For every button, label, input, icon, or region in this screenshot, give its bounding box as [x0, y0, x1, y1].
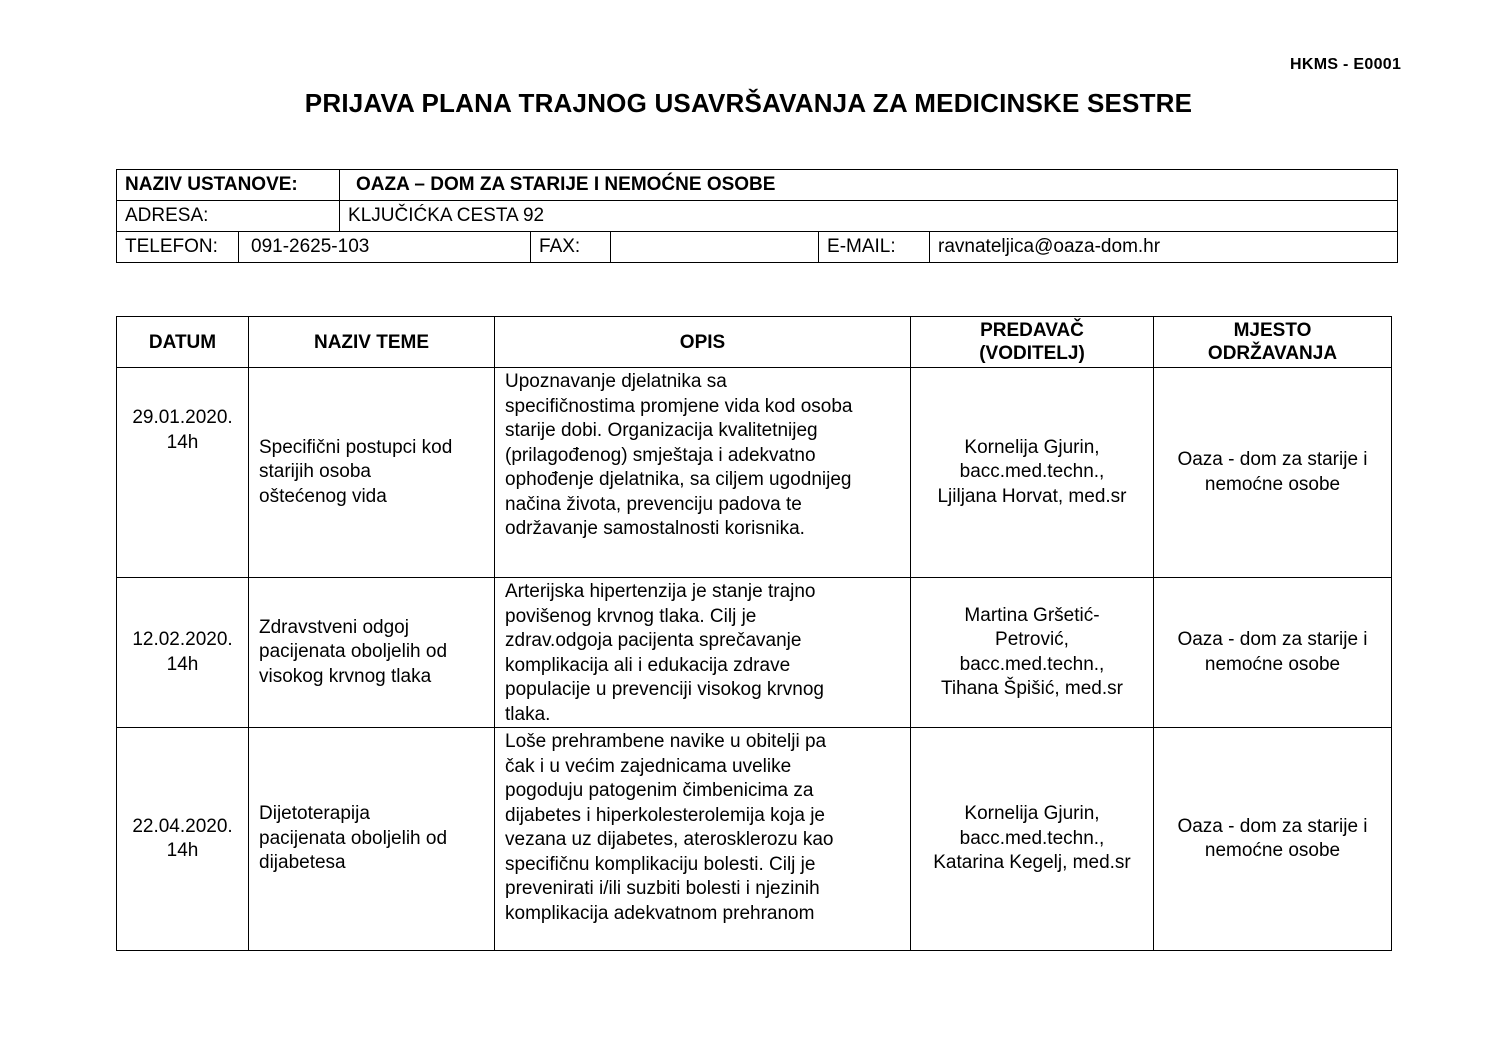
place-line: nemoćne osobe: [1204, 473, 1341, 495]
header-predavac-line1: PREDAVAČ: [980, 320, 1084, 341]
institution-label: NAZIV USTANOVE:: [117, 170, 340, 201]
topic-line: Specifični postupci kod: [259, 436, 453, 458]
topic-line: Zdravstveni odgoj: [259, 616, 409, 638]
place-line: Oaza - dom za starije i: [1177, 629, 1368, 650]
description-line: ophođenje djelatnika, sa ciljem ugodnijeg: [505, 469, 852, 490]
header-opis: OPIS: [495, 317, 911, 368]
header-predavac: [911, 317, 1154, 368]
lecturer-line: bacc.med.techn.,: [959, 461, 1105, 483]
description-line: održavanje samostalnosti korisnika.: [505, 518, 805, 539]
place-cell: [1154, 368, 1392, 578]
lecturer-cell: [911, 368, 1154, 578]
place-line: nemoćne osobe: [1204, 653, 1341, 675]
description-line: tlaka.: [505, 703, 551, 725]
header-mjesto-line2: ODRŽAVANJA: [1207, 343, 1338, 364]
lecturer-line: Katarina Kegelj, med.sr: [933, 852, 1131, 874]
place-cell: [1154, 578, 1392, 728]
fax-value: [611, 232, 819, 263]
description-line: populacije u prevenciji visokog krvnog: [505, 679, 824, 700]
description-cell: [495, 368, 911, 578]
phone-label: TELEFON:: [117, 232, 239, 263]
topic-line: pacijenata oboljelih od: [259, 641, 448, 663]
time-text: 14h: [166, 653, 199, 675]
contact-row: [117, 232, 1398, 263]
lecturer-line: Ljiljana Horvat, med.sr: [937, 485, 1127, 507]
header-naziv-teme: NAZIV TEME: [249, 317, 495, 368]
place-cell: [1154, 728, 1392, 951]
description-line: komplikacija ali i edukacija zdrave: [505, 654, 791, 676]
time-text: 14h: [166, 840, 199, 861]
header-mjesto-line1: MJESTO: [1233, 320, 1312, 341]
topic-line: pacijenata oboljelih od: [259, 827, 448, 849]
description-line: specifičnu komplikaciju bolesti. Cilj je: [505, 853, 816, 875]
topic-line: Dijetoterapija: [259, 803, 370, 825]
date-text: 22.04.2020.: [132, 815, 233, 837]
description-line: pogoduju patogenim čimbenicima za: [505, 780, 814, 801]
table-row: [117, 368, 1392, 578]
phone-value: 091-2625-103: [239, 232, 531, 263]
lecturer-cell: [911, 728, 1154, 951]
topic-line: dijabetesa: [259, 852, 346, 874]
address-row: [117, 201, 1398, 232]
lecturer-line: Kornelija Gjurin,: [964, 436, 1100, 458]
institution-row: [117, 170, 1398, 201]
description-cell: [495, 578, 911, 728]
topic-line: starijih osoba: [259, 461, 371, 483]
form-code: HKMS - E0001: [1290, 56, 1402, 73]
table-header-row: [117, 317, 1392, 368]
description-line: čak i u većim zajednicama uvelike: [505, 755, 792, 777]
description-line: komplikacija adekvatnom prehranom: [505, 902, 815, 924]
description-line: zdrav.odgoja pacijenta sprečavanje: [505, 630, 802, 651]
topic-cell: [249, 368, 495, 578]
date-text: 12.02.2020.: [132, 629, 233, 650]
fax-label: FAX:: [531, 232, 611, 263]
date-cell: [117, 728, 249, 951]
address-value: KLJUČIĆKA CESTA 92: [340, 201, 1398, 232]
topic-cell: [249, 728, 495, 951]
page-title: PRIJAVA PLANA TRAJNOG USAVRŠAVANJA ZA MEDICINSKE SESTRE: [304, 88, 1193, 118]
header-predavac-line2: (VODITELJ): [979, 343, 1085, 364]
description-line: (prilagođenog) smještaja i adekvatno: [505, 444, 816, 466]
table-row: [117, 728, 1392, 951]
description-cell: [495, 728, 911, 951]
description-line: specifičnostima promjene vida kod osoba: [505, 395, 853, 417]
description-line: dijabetes i hiperkolesterolemija koja je: [505, 804, 826, 826]
description-line: starije dobi. Organizacija kvalitetnijeg: [505, 420, 818, 441]
institution-value: OAZA – DOM ZA STARIJE I NEMOĆNE OSOBE: [340, 170, 1398, 201]
description-line: Upoznavanje djelatnika sa: [505, 371, 727, 392]
description-line: vezana uz dijabetes, aterosklerozu kao: [505, 829, 834, 850]
time-text: 14h: [166, 431, 199, 453]
email-label: E-MAIL:: [819, 232, 930, 263]
lecturer-line: bacc.med.techn.,: [959, 827, 1105, 849]
lecturer-cell: [911, 578, 1154, 728]
description-line: načina života, prevenciju padova te: [505, 493, 802, 515]
description-line: Loše prehrambene navike u obitelji pa: [505, 731, 827, 752]
email-value: ravnateljica@oaza-dom.hr: [930, 232, 1398, 263]
lecturer-line: bacc.med.techn.,: [959, 653, 1105, 675]
institution-info-table: [116, 169, 1398, 263]
place-line: Oaza - dom za starije i: [1177, 449, 1368, 470]
date-cell: [117, 368, 249, 578]
topic-line: visokog krvnog tlaka: [259, 665, 432, 687]
description-line: povišenog krvnog tlaka. Cilj je: [505, 605, 757, 627]
header-mjesto: [1154, 317, 1392, 368]
lecturer-line: Kornelija Gjurin,: [964, 803, 1100, 825]
lecturer-line: Tihana Špišić, med.sr: [941, 678, 1123, 699]
table-row: [117, 578, 1392, 728]
header-datum: DATUM: [117, 317, 249, 368]
address-label: ADRESA:: [117, 201, 340, 232]
date-cell: [117, 578, 249, 728]
lecturer-line: Petrović,: [995, 629, 1069, 650]
topic-cell: [249, 578, 495, 728]
date-text: 29.01.2020.: [132, 407, 233, 428]
description-line: Arterijska hipertenzija je stanje trajno: [505, 581, 816, 602]
topic-line: oštećenog vida: [259, 485, 387, 507]
place-line: nemoćne osobe: [1204, 840, 1341, 861]
education-plan-table: [116, 316, 1392, 951]
description-line: prevenirati i/ili suzbiti bolesti i njezinih: [505, 878, 820, 899]
place-line: Oaza - dom za starije i: [1177, 815, 1368, 837]
lecturer-line: Martina Gršetić-: [964, 604, 1100, 626]
